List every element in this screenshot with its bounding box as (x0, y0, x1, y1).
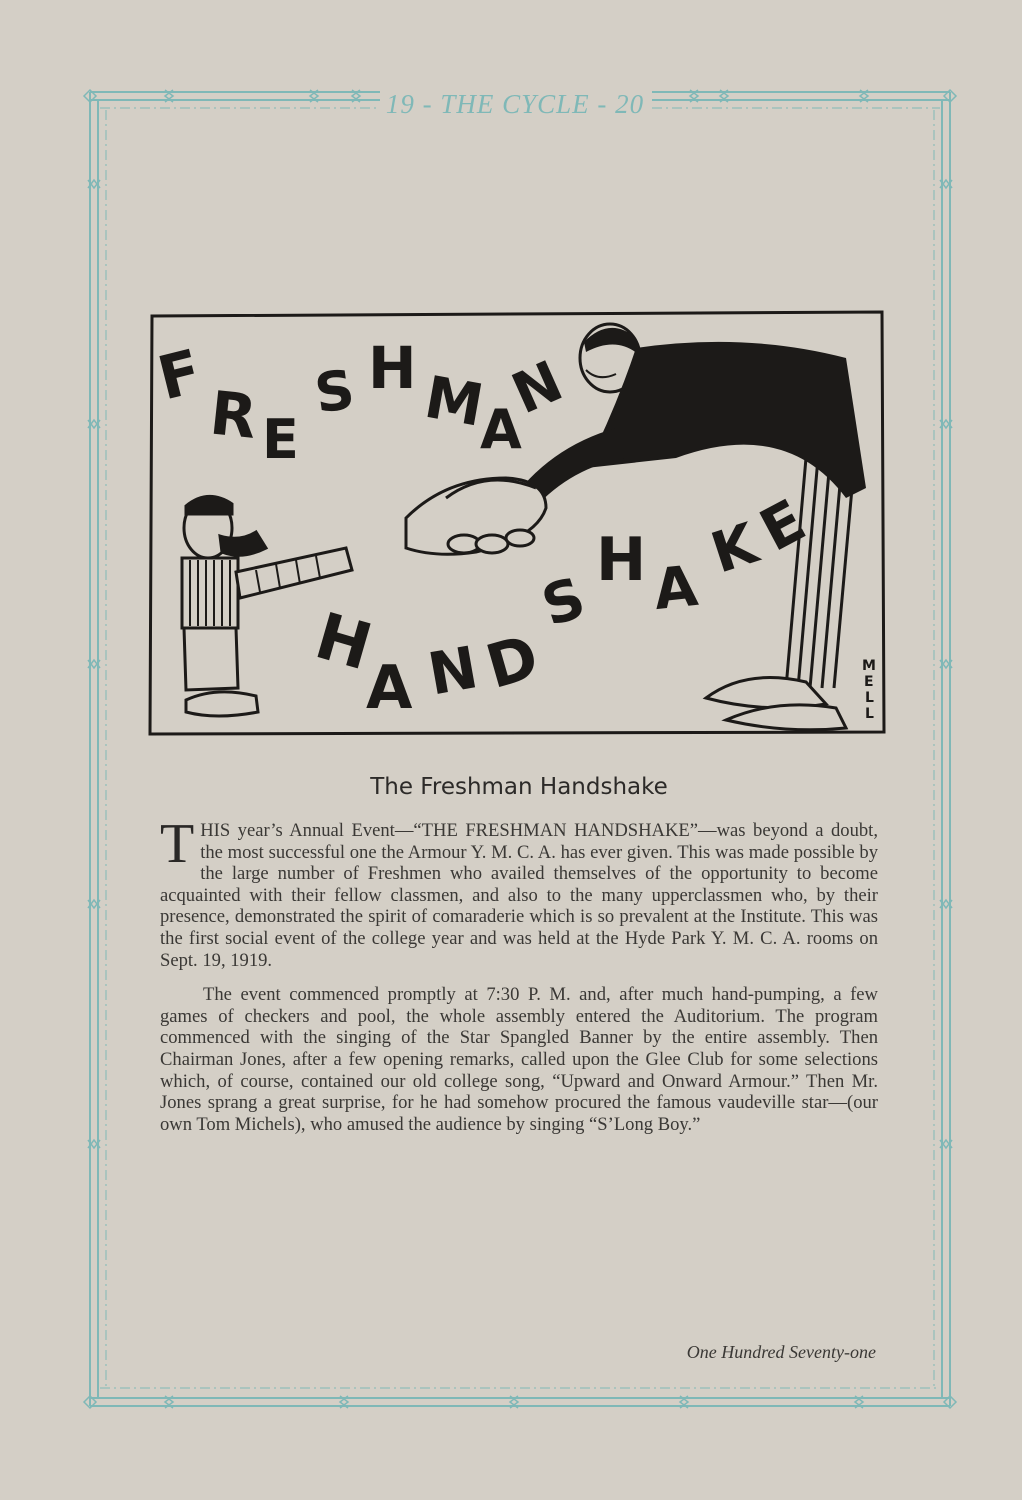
svg-text:L: L (865, 706, 874, 722)
paragraph-2: The event commenced promptly at 7:30 P. M. and, after much hand-pumping, a few games of checkers and pool, the whole assembly entered the Auditorium. The program commenced with the singing of the Star Spangled Banner by the entire assembly. Then Chairman Jones, after a few opening remarks, called upon the Glee Club for some selections which, of course, contained our old college song, “Upward and Onward Armour.” Then Mr. Jones sprang a great surprise, for he had somehow procured the famous vaudeville star—(our own Tom Michels), who amused the audience by singing “S’Long Boy.” (160, 984, 878, 1135)
svg-text:S: S (310, 357, 359, 426)
svg-text:A: A (366, 653, 413, 723)
page-number: One Hundred Seventy-one (686, 1342, 876, 1362)
drop-cap: T (160, 813, 195, 875)
paragraph-1 (160, 813, 878, 971)
svg-text:H: H (368, 334, 417, 402)
svg-text:H: H (307, 599, 380, 686)
svg-text:K: K (703, 511, 766, 587)
svg-text:N: N (423, 633, 483, 709)
paragraph-1-text: HIS year’s Annual Event—“THE FRESHMAN HANDSHAKE”—was beyond a doubt, the most successful one the Armour Y. M. C. A. has ever given. This was made possible by the large number of Freshmen who availed themselves of the opportunity to become acquainted with their fellow classmen, and also to the many upperclassmen who, by their presence, demonstrated the spirit of comaraderie which is so prevalent at the Institute. This was the first social event of the college year and was held at the Hyde Park Y. M. C. A. rooms on Sept. 19, 1919. (160, 820, 878, 971)
svg-text:H: H (596, 525, 647, 595)
article-body (160, 813, 878, 1135)
clasped-hands (406, 478, 546, 554)
running-head: 19 - THE CYCLE - 20 (380, 84, 650, 124)
svg-text:L: L (865, 690, 874, 706)
article-title: The Freshman Handshake (370, 774, 668, 800)
svg-text:A: A (650, 553, 701, 624)
svg-text:F: F (151, 336, 209, 415)
svg-text:N: N (502, 348, 573, 428)
svg-text:E: E (864, 674, 874, 690)
freshman-handshake-cartoon (146, 308, 890, 738)
svg-text:M: M (862, 658, 876, 674)
svg-text:E: E (262, 408, 299, 471)
svg-text:A: A (480, 398, 522, 461)
svg-text:E: E (749, 486, 817, 565)
svg-text:M: M (419, 362, 489, 440)
svg-text:S: S (534, 565, 593, 640)
svg-text:R: R (206, 378, 260, 453)
svg-text:D: D (478, 621, 546, 703)
